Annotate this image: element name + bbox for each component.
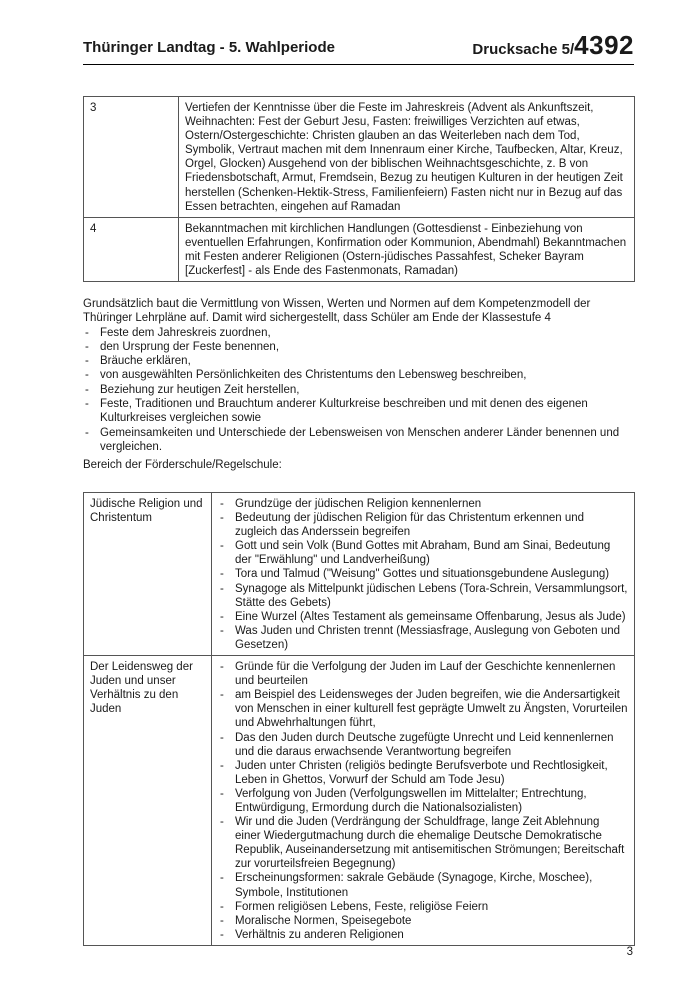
list-item: - Wir und die Juden (Verdrängung der Schuldfrage, lange Zeit Ablehnung einer Wiedergutmachung durch die ehemalige Deutsche Demokratische Republik, Auseinandersetzung mit antisemitischen Strömungen; Bereitschaft zur vorurteilsfreien Begegnung) — [218, 815, 628, 871]
list-item: - am Beispiel des Leidensweges der Juden begreifen, wie die Andersartigkeit von Menschen in einer kulturell fest geprägte Umwelt zu Ängsten, Vorurteilen und Abwehrhaltungen führt, — [218, 688, 628, 730]
topic-content — [212, 656, 635, 946]
stufe-number: 3 — [84, 97, 179, 218]
drucksache-reference — [472, 30, 634, 61]
page-header — [83, 30, 634, 65]
bereich-label: Bereich der Förderschule/Regelschule: — [83, 459, 282, 471]
list-item: - Eine Wurzel (Altes Testament als gemeinsame Offenbarung, Jesus als Jude) — [218, 610, 628, 624]
list-item: - Feste, Traditionen und Brauchtum anderer Kulturkreise beschreiben und mit denen des eigenen Kulturkreises vergleichen sowie — [83, 397, 635, 426]
table-row — [84, 217, 635, 281]
table-row — [84, 97, 635, 218]
topic-cell: Der Leidensweg der Juden und unser Verhältnis zu den Juden — [84, 656, 212, 946]
drucksache-number: 4392 — [574, 30, 634, 60]
stufe-content: Vertiefen der Kenntnisse über die Feste im Jahreskreis (Advent als Ankunftszeit, Weihnachten: Fest der Geburt Jesu, Fasten: freiwilliges Verzichten auf etwas, Ostern/Ostergeschichte: Christen glauben an das Weiterleben nach dem Tod, Symbolik, Vertraut machen mit dem Innenraum einer Kirche, Taufbecken, Altar, Kreuz, Orgel, Glocken) Ausgehend von der biblischen Weihnachtsgeschichte, z. B von Friedensbotschaft, Armut, Fremdsein, Bezug zu heutigen Kulturen in der heutigen Zeit herstellen (Schenken-Hektik-Stress, Familienfeiern) Fasten nicht nur in Bezug auf das Essen betrachten, eingehen auf Ramadan — [179, 97, 635, 218]
kompetenz-section — [83, 297, 635, 454]
list-item: - Verfolgung von Juden (Verfolgungswellen im Mittelalter; Entrechtung, Entwürdigung, Ermordung durch die Nationalsozialisten) — [218, 787, 628, 815]
kompetenz-list — [83, 326, 635, 455]
topic-content — [212, 493, 635, 656]
document-title: Thüringer Landtag - 5. Wahlperiode — [83, 39, 335, 56]
list-item: - Verhältnis zu anderen Religionen — [218, 928, 628, 942]
table-row — [84, 656, 635, 946]
list-item: - Tora und Talmud ("Weisung" Gottes und situationsgebundene Auslegung) — [218, 567, 628, 581]
topic-list — [218, 660, 628, 942]
list-item: - Formen religiösen Lebens, Feste, religiöse Feiern — [218, 900, 628, 914]
list-item: - Gründe für die Verfolgung der Juden im Lauf der Geschichte kennenlernen und beurteilen — [218, 660, 628, 688]
list-item: - von ausgewählten Persönlichkeiten des Christentums den Lebensweg beschreiben, — [83, 368, 635, 382]
list-item: - Synagoge als Mittelpunkt jüdischen Lebens (Tora-Schrein, Versammlungsort, Stätte des Gebets) — [218, 582, 628, 610]
topic-cell: Jüdische Religion und Christentum — [84, 493, 212, 656]
page-number: 3 — [626, 946, 633, 958]
list-item: - Bräuche erklären, — [83, 354, 635, 368]
list-item: - Bedeutung der jüdischen Religion für das Christentum erkennen und zugleich das Anderssein begreifen — [218, 511, 628, 539]
list-item: - Gott und sein Volk (Bund Gottes mit Abraham, Bund am Sinai, Bedeutung der "Erwählung" und Landverheißung) — [218, 539, 628, 567]
stufen-table — [83, 96, 635, 282]
list-item: - Erscheinungsformen: sakrale Gebäude (Synagoge, Kirche, Moschee), Symbole, Institutionen — [218, 871, 628, 899]
stufe-content: Bekanntmachen mit kirchlichen Handlungen (Gottesdienst - Einbeziehung von eventuellen Erfahrungen, Konfirmation oder Kommunion, Abendmahl) Bekanntmachen mit Festen anderer Religionen (Ostern-jüdisches Passahfest, Scheker Bayram [Zuckerfest] - als Ende des Fastenmonats, Ramadan) — [179, 217, 635, 281]
list-item: - Grundzüge der jüdischen Religion kennenlernen — [218, 497, 628, 511]
list-item: - Das den Juden durch Deutsche zugefügte Unrecht und Leid kennenlernen und die daraus erwachsende Verantwortung begreifen — [218, 731, 628, 759]
stufe-number: 4 — [84, 217, 179, 281]
list-item: - Was Juden und Christen trennt (Messiasfrage, Auslegung von Geboten und Gesetzen) — [218, 624, 628, 652]
list-item: - Feste dem Jahreskreis zuordnen, — [83, 326, 635, 340]
table-row — [84, 493, 635, 656]
list-item: - Moralische Normen, Speisegebote — [218, 914, 628, 928]
list-item: - Gemeinsamkeiten und Unterschiede der Lebensweisen von Menschen anderer Länder benennen und vergleichen. — [83, 426, 635, 455]
list-item: - Juden unter Christen (religiös bedingte Berufsverbote und Rechtlosigkeit, Leben in Ghettos, Vorwurf der Schuld am Tode Jesu) — [218, 759, 628, 787]
list-item: - Beziehung zur heutigen Zeit herstellen, — [83, 383, 635, 397]
themen-table — [83, 492, 635, 946]
drucksache-label: Drucksache 5/ — [472, 41, 575, 58]
list-item: - den Ursprung der Feste benennen, — [83, 340, 635, 354]
topic-list — [218, 497, 628, 652]
intro-paragraph: Grundsätzlich baut die Vermittlung von Wissen, Werten und Normen auf dem Kompetenzmodell der Thüringer Lehrpläne auf. Damit wird sichergestellt, dass Schüler am Ende der Klassestufe 4 — [83, 298, 591, 325]
